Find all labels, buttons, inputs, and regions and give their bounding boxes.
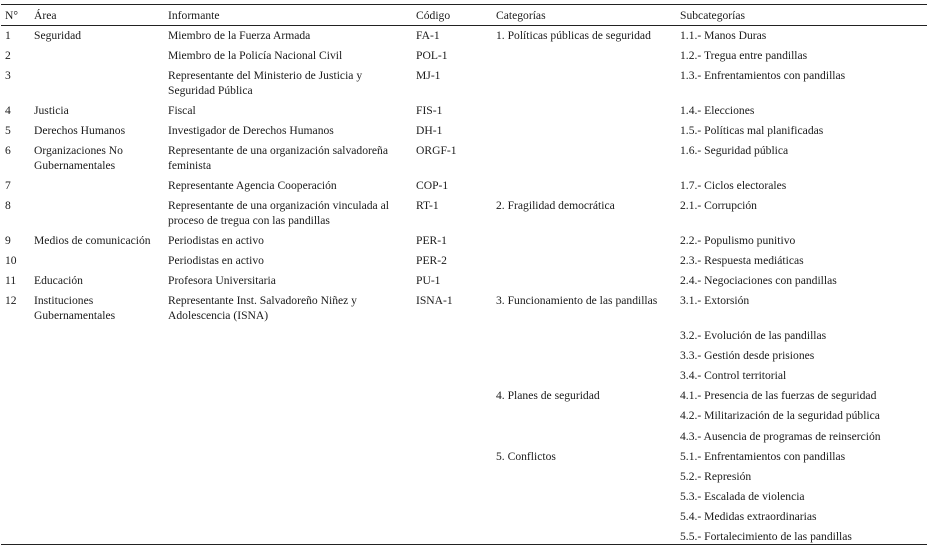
header-subcategorias: Subcategorías <box>680 9 746 22</box>
row-codigo: ORGF-1 <box>416 144 457 157</box>
subcategoria: 4.1.- Presencia de las fuerzas de seguridad <box>680 389 877 402</box>
categoria: 3. Funcionamiento de las pandillas <box>496 294 658 307</box>
header-area: Área <box>34 9 57 22</box>
subcategoria: 4.2.- Militarización de la seguridad pública <box>680 409 880 422</box>
row-informante: Miembro de la Fuerza Armada <box>168 29 311 42</box>
subcategoria: 5.5.- Fortalecimiento de las pandillas <box>680 530 852 543</box>
row-codigo: ISNA-1 <box>416 294 453 307</box>
top-rule <box>1 4 927 5</box>
row-num: 4 <box>5 104 11 117</box>
subcategoria: 1.5.- Políticas mal planificadas <box>680 124 824 137</box>
subcategoria: 1.3.- Enfrentamientos con pandillas <box>680 69 846 82</box>
subcategoria: 5.2.- Represión <box>680 470 752 483</box>
categoria: 2. Fragilidad democrática <box>496 199 615 212</box>
row-num: 7 <box>5 179 11 192</box>
header-rule <box>1 25 927 26</box>
row-codigo: DH-1 <box>416 124 443 137</box>
row-informante: Representante de una organización vinculada al proceso de tregua con las pandillas <box>168 199 389 227</box>
row-informante: Representante de una organización salvadoreña feminista <box>168 144 388 172</box>
subcategoria: 1.7.- Ciclos electorales <box>680 179 787 192</box>
subcategoria: 2.4.- Negociaciones con pandillas <box>680 274 837 287</box>
row-codigo: FA-1 <box>416 29 440 42</box>
row-informante: Fiscal <box>168 104 196 117</box>
categoria: 1. Políticas públicas de seguridad <box>496 29 651 42</box>
subcategoria: 4.3.- Ausencia de programas de reinserción <box>680 430 881 443</box>
row-num: 10 <box>5 254 17 267</box>
subcategoria: 3.4.- Control territorial <box>680 369 787 382</box>
row-area: Educación <box>34 274 83 287</box>
header-informante: Informante <box>168 9 220 22</box>
header-categorias: Categorías <box>496 9 546 22</box>
row-area: Medios de comunicación <box>34 234 151 247</box>
subcategoria: 3.1.- Extorsión <box>680 294 750 307</box>
row-codigo: POL-1 <box>416 49 448 62</box>
row-informante: Representante Inst. Salvadoreño Niñez y Adolescencia (ISNA) <box>168 294 357 322</box>
row-informante: Representante del Ministerio de Justicia y Seguridad Pública <box>168 69 363 97</box>
row-num: 5 <box>5 124 11 137</box>
subcategoria: 5.4.- Medidas extraordinarias <box>680 510 817 523</box>
subcategoria: 1.2.- Tregua entre pandillas <box>680 49 808 62</box>
row-codigo: FIS-1 <box>416 104 443 117</box>
row-area: Derechos Humanos <box>34 124 126 137</box>
subcategoria: 2.1.- Corrupción <box>680 199 757 212</box>
categoria: 4. Planes de seguridad <box>496 389 600 402</box>
row-informante: Representante Agencia Cooperación <box>168 179 337 192</box>
row-codigo: PER-1 <box>416 234 447 247</box>
row-area: Instituciones Gubernamentales <box>34 294 116 322</box>
subcategoria: 3.3.- Gestión desde prisiones <box>680 349 815 362</box>
categoria: 5. Conflictos <box>496 450 556 463</box>
row-informante: Miembro de la Policía Nacional Civil <box>168 49 343 62</box>
row-informante: Periodistas en activo <box>168 234 264 247</box>
row-num: 6 <box>5 144 11 157</box>
subcategoria: 5.3.- Escalada de violencia <box>680 490 805 503</box>
row-informante: Profesora Universitaria <box>168 274 276 287</box>
row-num: 11 <box>5 274 17 287</box>
row-num: 2 <box>5 49 11 62</box>
subcategoria: 5.1.- Enfrentamientos con pandillas <box>680 450 846 463</box>
row-num: 1 <box>5 29 11 42</box>
row-num: 12 <box>5 294 17 307</box>
subcategoria: 2.3.- Respuesta mediáticas <box>680 254 804 267</box>
subcategoria: 1.4.- Elecciones <box>680 104 755 117</box>
row-area: Justicia <box>34 104 69 117</box>
header-codigo: Código <box>416 9 451 22</box>
row-area: Seguridad <box>34 29 82 42</box>
subcategoria: 1.1.- Manos Duras <box>680 29 767 42</box>
row-codigo: PER-2 <box>416 254 447 267</box>
row-codigo: COP-1 <box>416 179 449 192</box>
subcategoria: 2.2.- Populismo punitivo <box>680 234 796 247</box>
bottom-rule <box>1 544 927 545</box>
header-num: N° <box>5 9 19 22</box>
subcategoria: 1.6.- Seguridad pública <box>680 144 789 157</box>
subcategoria: 3.2.- Evolución de las pandillas <box>680 329 827 342</box>
row-num: 3 <box>5 69 11 82</box>
row-codigo: PU-1 <box>416 274 441 287</box>
row-informante: Investigador de Derechos Humanos <box>168 124 334 137</box>
row-informante: Periodistas en activo <box>168 254 264 267</box>
row-codigo: RT-1 <box>416 199 439 212</box>
row-area: Organizaciones No Gubernamentales <box>34 144 123 172</box>
row-codigo: MJ-1 <box>416 69 441 82</box>
row-num: 8 <box>5 199 11 212</box>
row-num: 9 <box>5 234 11 247</box>
